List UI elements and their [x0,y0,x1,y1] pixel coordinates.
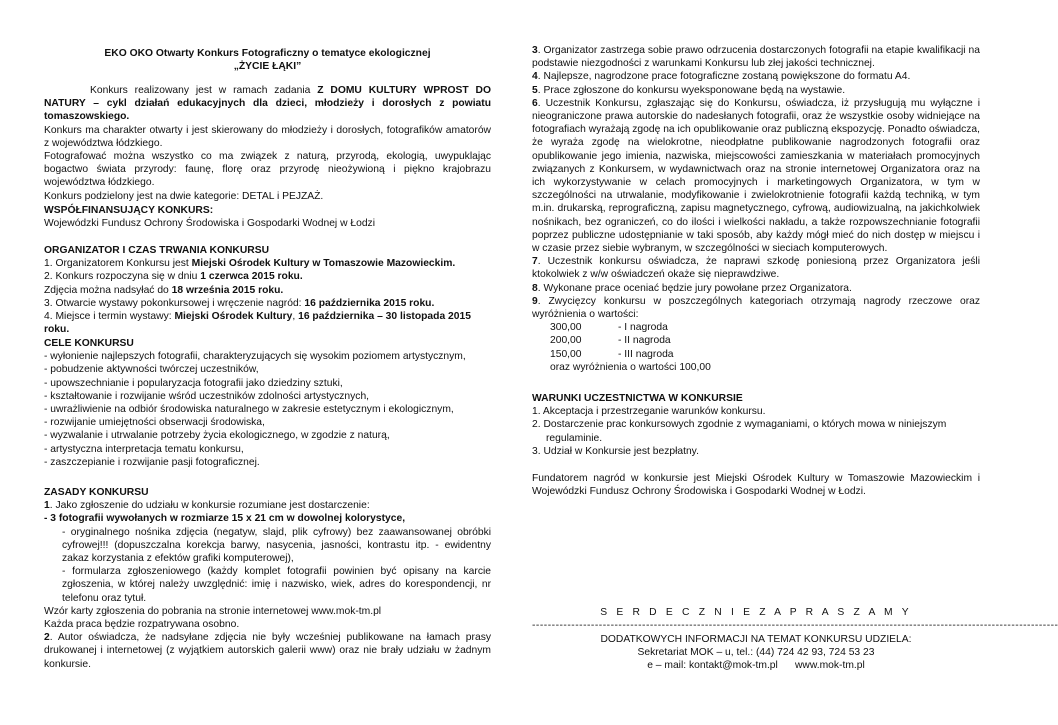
opening-date: 16 października 2015 roku. [304,297,435,309]
rule-1 [44,499,491,512]
goals-item: - upowszechnianie i popularyzacja fotografii jako dziedziny sztuki, [44,377,343,389]
rule-text: . Uczestnik Konkursu, zgłaszając się do Konkursu, oświadcza, iż przysługują mu wyłączne i nieograniczone prawa autorskie do nadesłanych fotografii, oraz że wszystkie osoby widniejące na fotografiach wyrażają zgodę na ich opublikowanie oraz publiczną ekspozycję. Ponadto oświadcza, że wyraża zgodę na wielokrotne, nieodpłatne publikowanie nagrodzonych fotografii oraz opublikowanie jego imienia, nazwiska, miejscowości zamieszkania w materiałach promocyjnych związanych z Konkursem, w wydawnictwach oraz na stronie internetowej Organizatora oraz na ich wykorzystywanie w celach promocyjnych i marketingowych Organizatora, w tym w szczególności na utrwalanie, modyfikowanie i zwielokrotnienie fotografii każdą techniką, w tym m.in. drukarską, reprograficzną, zapisu magnetycznego, cyfrową, audiowizualną, na jakichkolwiek nośnikach, bez ograniczeń, co do ilości i wielkości nakładu, a także rozpowszechnianie fotografii poprzez publiczne udostępnianie w taki sposób, aby każdy mógł mieć do nich dostęp w miejscu i w czasie przez siebie wybranym, w szczególności w sieciach komputerowych. [532,97,980,255]
rule-3 [532,44,980,70]
organizer-item-1 [44,257,491,270]
intro-paragraph-3: Fotografować można wszystko co ma związek z naturą, przyrodą, ekologią, uwypuklając bogactwo świata przyrody: faunę, florę oraz przyrodę nieożywioną i piękno krajobrazu województwa łódzkiego. [44,151,491,189]
contact-email-web: e – mail: kontakt@mok-tm.pl www.mok-tm.pl [647,660,865,672]
rule-5 [532,84,980,97]
organizer-item-text: 2. Konkurs rozpoczyna się w dniu [44,271,201,283]
cofinance-text: Wojewódzki Fundusz Ochrony Środowiska i Gospodarki Wodnej w Łodzi [44,218,375,230]
start-date: 1 czerwca 2015 roku. [200,271,303,283]
rule-number: 4 [532,71,538,83]
rules-section [44,486,491,671]
intro-paragraph-2: Konkurs ma charakter otwarty i jest skierowany do młodzieży i dorosłych, fotografików amatorów z województwa łódzkiego. [44,124,491,149]
conditions-section [532,392,980,458]
goals-list [44,350,491,469]
rule-number: 2 [44,632,50,644]
prize-amount: 150,00 [550,348,582,360]
rule-text: . Uczestnik konkursu oświadcza, że naprawi szkodę poniesioną przez Organizatora jeśli ktokolwiek z w/w oświadczeń okaże się nieprawdziwe. [532,256,980,281]
organizer-item-5 [44,310,491,336]
rule-text: . Organizator zastrzega sobie prawo odrzucenia dostarczonych fotografii na etapie kwalifikacji na podstawie niezgodności z warunkami Konkursu lub złej jakości technicznej. [532,45,980,70]
goals-item: - pobudzenie aktywności twórczej uczestników, [44,364,259,376]
right-column [532,0,1058,725]
conditions-heading: WARUNKI UCZESTNICTWA W KONKURSIE [532,393,743,404]
goals-item: - artystyczna interpretacja tematu konkursu, [44,443,244,455]
rule-6 [532,97,980,255]
rule-number: 5 [532,84,538,96]
conditions-item: 3. Udział w Konkursie jest bezpłatny. [532,445,699,457]
rule-text: . Zwycięzcy konkursu w poszczególnych kategoriach otrzymają nagrody rzeczowe oraz wyróżnienia o wartości: [532,295,980,321]
rule-8 [532,282,980,295]
prize-list [532,321,980,374]
organizer-section [44,244,491,336]
rule-number: 6 [532,97,538,109]
prize-amount: 300,00 [550,322,582,334]
intro-section [44,84,491,203]
prize-amount: 200,00 [550,335,582,347]
rule-2 [44,631,491,671]
intro-paragraph-1 [44,84,491,124]
title-line-1: EKO OKO Otwarty Konkurs Fotograficzny o tematyce ekologicznej [104,48,431,59]
prize-label: - III nagroda [618,348,674,360]
left-column [44,0,491,725]
deadline-date: 18 września 2015 roku. [171,284,284,296]
rule-number: 7 [532,256,538,268]
prize-row [532,334,980,347]
rule-1-form-download: Wzór karty zgłoszenia do pobrania na stronie internetowej www.mok-tm.pl [44,605,382,617]
organizer-heading: ORGANIZATOR I CZAS TRWANIA KONKURSU [44,245,270,256]
conditions-item: 1. Akceptacja i przestrzeganie warunków konkursu. [532,406,766,418]
organizer-item-text: Zdjęcia można nadsyłać do [44,284,172,296]
rule-9 [532,295,980,321]
organizer-item-3 [44,284,491,297]
rule-1-medium: - oryginalnego nośnika zdjęcia (negatyw, slajd, plik cyfrowy) bez zaawansowanej obróbki cyfrowej!!! (dopuszczalna korekcja barwy, nasycenia, jasności, kontrastu itp. - ewidentny zakaz korzystania z efektów grafiki komputerowej), [62,526,491,565]
prize-row [532,321,980,334]
cofinance-section [44,204,491,230]
goals-heading: CELE KONKURSU [44,338,134,349]
rule-text: . Jako zgłoszenie do udziału w konkursie rozumiane jest dostarczenie: [49,500,370,512]
rule-1-form: - formularza zgłoszeniowego (każdy komplet fotografii powinien być opisany na karcie zgłoszenia, w której należy uwzględnić: imię i nazwisko, wiek, adres do korespondencji, nr telefonu oraz tytuł. [62,566,491,604]
goals-section [44,337,491,469]
title-line-2: „ŻYCIE ŁĄKI” [233,61,302,73]
rule-7 [532,255,980,281]
rule-text: . Najlepsze, nagrodzone prace fotograficzne zostaną powiększone do formatu A4. [537,71,911,83]
rules-heading: ZASADY KONKURSU [44,487,149,498]
rule-text: . Wykonane prace oceniać będzie jury powołane przez Organizatora. [537,282,852,294]
organizer-item-text: 4. Miejsce i termin wystawy: [44,311,175,323]
invitation: S E R D E C Z N I E Z A P R A S Z A M Y [600,607,912,618]
rules-continued [532,44,980,374]
goals-item: - uwrażliwienie na odbiór środowiska naturalnego w zakresie estetycznym i ekologicznym, [44,404,454,416]
goals-item: - kształtowanie i rozwijanie wśród uczestników zdolności artystycznych, [44,390,370,402]
distinction-row [532,361,980,374]
prize-label: - II nagroda [618,335,671,347]
conditions-item: 2. Dostarczenie prac konkursowych zgodnie z wymaganiami, o których mowa w niniejszym regulaminie. [532,419,947,444]
divider: -------------------------------------------------------------------------------------------------------------------------------------- [532,620,1058,631]
rule-4 [532,70,980,83]
organizer-item-2 [44,270,491,283]
rule-text: . Prace zgłoszone do konkursu wyeksponowane będą na wystawie. [537,84,846,96]
organizer-item-text: 1. Organizatorem Konkursu jest [44,258,192,270]
rule-number: 1 [44,500,50,512]
prize-label: - I nagroda [618,322,668,334]
rule-number: 8 [532,282,538,294]
goals-item: - wyzwalanie i utrwalanie potrzeby życia ekologicznego, w zgodzie z naturą, [44,430,390,442]
contact-block [532,633,980,673]
separator: , [292,311,299,323]
distinction-text: oraz wyróżnienia o wartości 100,00 [550,361,711,373]
intro-paragraph-4: Konkurs podzielony jest na dwie kategorie: DETAL i PEJZAŻ. [44,190,324,202]
goals-item: - rozwijanie umiejętności obserwacji środowiska, [44,417,265,429]
founders-text: Fundatorem nagród w konkursie jest Miejski Ośrodek Kultury w Tomaszowie Mazowieckim i Wojewódzki Fundusz Ochrony Środowiska i Gospodarki Wodnej w Łodzi. [532,473,980,498]
organizer-item-4 [44,297,491,310]
info-heading: DODATKOWYCH INFORMACJI NA TEMAT KONKURSU UDZIELA: [600,634,912,645]
rule-number: 3 [532,45,538,56]
organizer-item-text: 3. Otwarcie wystawy pokonkursowej i wręczenie nagród: [44,297,305,309]
intro-task-name: Z DOMU KULTURY WPROST DO NATURY – cykl działań edukacyjnych dla dzieci, młodzieży i dorosłych z powiatu tomaszowskiego. [44,85,491,123]
intro-text: Konkurs realizowany jest w ramach zadania [90,85,318,96]
cofinance-heading: WSPÓŁFINANSUJĄCY KONKURS: [44,205,214,216]
prize-row [532,348,980,361]
page-title [44,47,491,73]
rule-1-photos: - 3 fotografii wywołanych w rozmiarze 15 x 21 cm w dowolnej kolorystyce, [44,513,406,525]
exhibition-dates: 16 października – 30 listopada 2015 roku. [44,311,471,336]
goals-item: - zaszczepianie i rozwijanie pasji fotograficznej. [44,456,260,468]
goals-item: - wyłonienie najlepszych fotografii, charakteryzujących się wysokim poziomem artystycznym, [44,351,466,363]
organizer-name: Miejski Ośrodek Kultury w Tomaszowie Mazowieckim. [191,258,456,270]
rule-number: 9 [532,295,538,307]
secretariat-phone: Sekretariat MOK – u, tel.: (44) 724 42 93, 724 53 23 [637,647,875,659]
rule-text: . Autor oświadcza, że nadsyłane zdjęcia nie były wcześniej publikowane na łamach prasy drukowanej i internetowej (z wyjątkiem autorskich galerii www) oraz nie brały udziału w żadnym konkursie. [44,632,491,670]
rule-1-each: Każda praca będzie rozpatrywana osobno. [44,619,240,631]
exhibition-venue: Miejski Ośrodek Kultury [174,311,293,323]
